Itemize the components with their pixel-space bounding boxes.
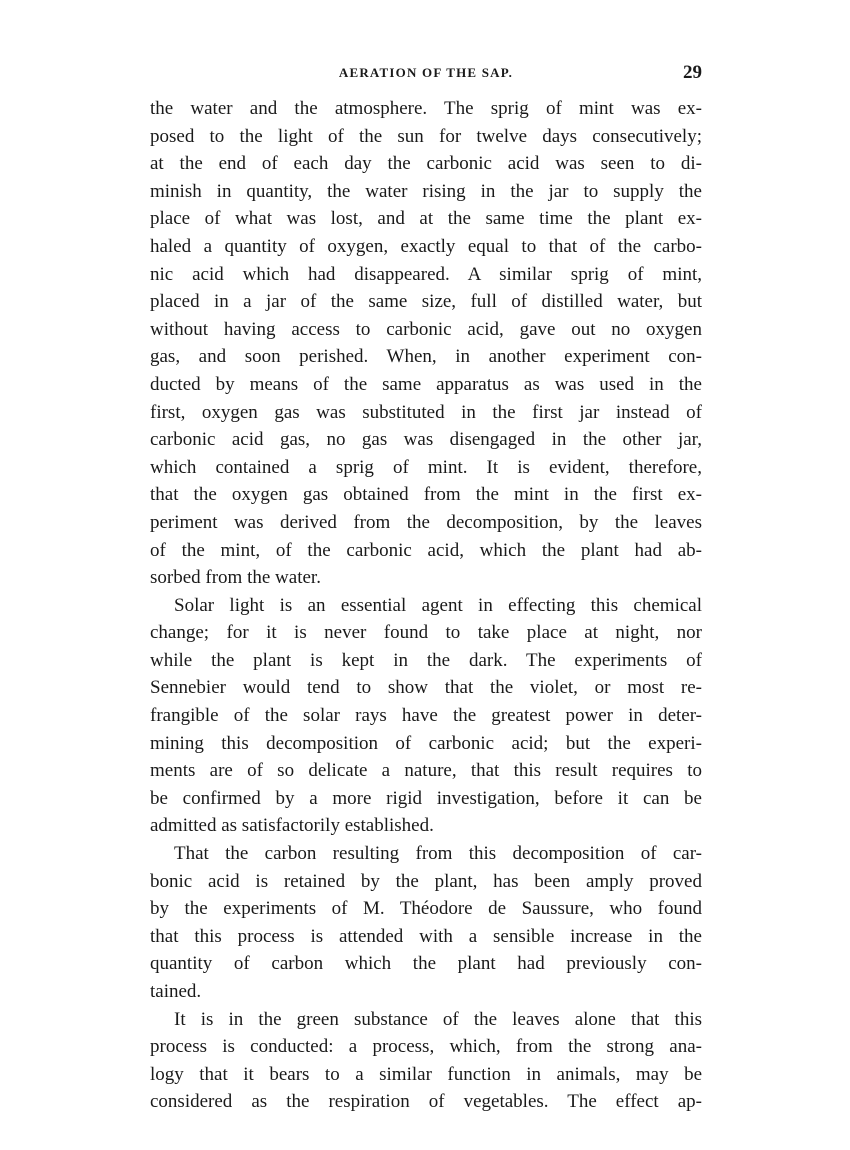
text-line: admitted as satisfactorily established. [150,815,434,837]
text-line: by the experiments of M. Théodore de Saussure, who found [150,898,702,920]
text-line: without having access to carbonic acid, gave out no oxygen [150,318,702,340]
text-line: That the carbon resulting from this decomposition of car- [174,843,702,865]
running-title: AERATION OF THE SAP. [338,65,514,80]
text-line: placed in a jar of the same size, full of distilled water, but [150,291,702,313]
text-line: while the plant is kept in the dark. The experiments of [150,649,702,671]
text-line: at the end of each day the carbonic acid was seen to di- [150,153,702,175]
paragraph-1 [150,95,702,592]
text-line: considered as the respiration of vegetables. The effect ap- [150,1091,702,1113]
text-line: bonic acid is retained by the plant, has been amply proved [150,870,702,892]
text-line: periment was derived from the decomposition, by the leaves [150,511,702,533]
text-line: Solar light is an essential agent in effecting this chemical [174,594,702,616]
body-text [150,95,702,1116]
text-line: the water and the atmosphere. The sprig of mint was ex- [150,98,702,119]
text-line: tained. [150,981,202,1002]
running-head [150,62,702,86]
text-line: sorbed from the water. [150,567,321,589]
text-line: ments are of so delicate a nature, that this result requires to [150,760,702,782]
text-line: carbonic acid gas, no gas was disengaged in the other jar, [150,429,702,451]
text-line: of the mint, of the carbonic acid, which the plant had ab- [150,539,702,561]
text-line: first, oxygen gas was substituted in the first jar instead of [150,401,702,423]
text-line: that this process is attended with a sensible increase in the [150,925,702,947]
text-line: gas, and soon perished. When, in another experiment con- [150,346,702,368]
text-line: change; for it is never found to take place at night, nor [150,622,702,644]
text-line: mining this decomposition of carbonic acid; but the experi- [150,732,702,754]
text-line: Sennebier would tend to show that the violet, or most re- [150,677,702,699]
text-line: haled a quantity of oxygen, exactly equal to that of the carbo- [150,235,702,257]
page-number: 29 [683,62,702,83]
text-line: logy that it bears to a similar function in animals, may be [150,1063,702,1085]
text-line: process is conducted: a process, which, from the strong ana- [150,1036,702,1058]
paragraph-3 [150,840,702,1006]
text-line: which contained a sprig of mint. It is evident, therefore, [150,456,702,478]
text-line: frangible of the solar rays have the greatest power in deter- [150,705,702,727]
text-line: ducted by means of the same apparatus as was used in the [150,373,702,395]
text-line: that the oxygen gas obtained from the mint in the first ex- [150,484,702,506]
paragraph-4 [150,1006,702,1116]
text-line: quantity of carbon which the plant had previously con- [150,953,702,975]
paragraph-2 [150,592,702,840]
text-line: posed to the light of the sun for twelve days consecutively; [150,125,702,147]
text-line: minish in quantity, the water rising in the jar to supply the [150,180,702,202]
text-line: place of what was lost, and at the same time the plant ex- [150,208,702,230]
text-line: be confirmed by a more rigid investigation, before it can be [150,787,702,809]
text-line: It is in the green substance of the leaves alone that this [174,1008,702,1030]
text-line: nic acid which had disappeared. A similar sprig of mint, [150,263,702,285]
